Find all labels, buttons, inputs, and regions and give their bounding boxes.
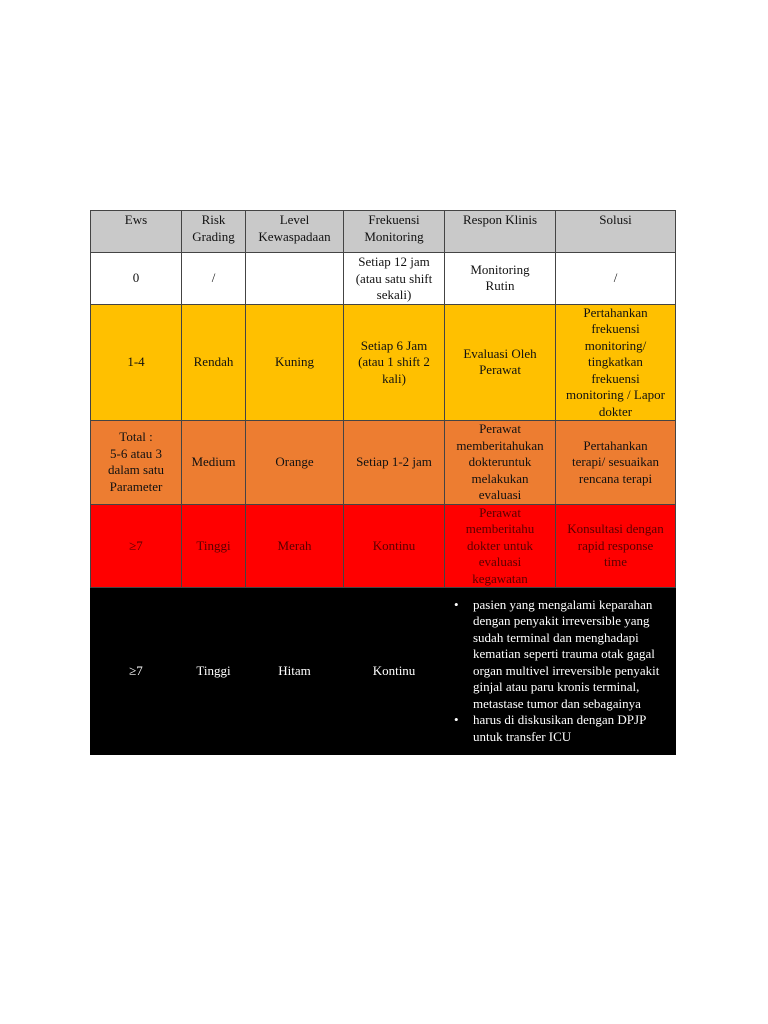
cell-level-kewaspadaan: Hitam: [246, 588, 344, 755]
cell-solusi: /: [556, 253, 676, 305]
cell-frekuensi-monitoring: Setiap 6 Jam (atau 1 shift 2 kali): [344, 304, 445, 421]
cell-respon-klinis: Perawat memberitahukan dokteruntuk melakukan evaluasi: [445, 421, 556, 505]
notes-list: [451, 597, 673, 746]
cell-frekuensi-monitoring: Setiap 12 jam (atau satu shift sekali): [344, 253, 445, 305]
cell-ews: Total : 5-6 atau 3 dalam satu Parameter: [91, 421, 182, 505]
table-row-ews-5-6: [91, 421, 676, 505]
list-item: • harus di diskusikan dengan DPJP untuk transfer ICU: [451, 712, 673, 745]
cell-solusi: Pertahankan frekuensi monitoring/ tingkatkan frekuensi monitoring / Lapor dokter: [556, 304, 676, 421]
cell-ews: ≥7: [91, 504, 182, 588]
cell-black-notes: [445, 588, 676, 755]
table-row-ews-7-black: [91, 588, 676, 755]
cell-solusi: Konsultasi dengan rapid response time: [556, 504, 676, 588]
cell-level-kewaspadaan: [246, 253, 344, 305]
header-ews: Ews: [91, 211, 182, 253]
header-level-kewaspadaan: Level Kewaspadaan: [246, 211, 344, 253]
cell-risk-grading: Medium: [182, 421, 246, 505]
cell-ews: 0: [91, 253, 182, 305]
header-solusi: Solusi: [556, 211, 676, 253]
cell-level-kewaspadaan: Orange: [246, 421, 344, 505]
cell-frekuensi-monitoring: Kontinu: [344, 588, 445, 755]
cell-ews: ≥7: [91, 588, 182, 755]
cell-frekuensi-monitoring: Setiap 1-2 jam: [344, 421, 445, 505]
header-row: [91, 211, 676, 253]
header-risk-grading: Risk Grading: [182, 211, 246, 253]
table-row-ews-7-red: [91, 504, 676, 588]
list-item: • pasien yang mengalami keparahan dengan penyakit irreversible yang sudah terminal dan menghadapi kematian seperti trauma otak gagal organ multivel irreversible penyakit ginjal atau paru kronis terminal, metastase tumor dan sebagainya: [451, 597, 673, 713]
cell-risk-grading: /: [182, 253, 246, 305]
cell-respon-klinis: Monitoring Rutin: [445, 253, 556, 305]
header-respon-klinis: Respon Klinis: [445, 211, 556, 253]
ews-table: [90, 210, 676, 755]
cell-level-kewaspadaan: Merah: [246, 504, 344, 588]
cell-frekuensi-monitoring: Kontinu: [344, 504, 445, 588]
cell-ews: 1-4: [91, 304, 182, 421]
cell-level-kewaspadaan: Kuning: [246, 304, 344, 421]
cell-risk-grading: Rendah: [182, 304, 246, 421]
cell-solusi: Pertahankan terapi/ sesuaikan rencana terapi: [556, 421, 676, 505]
table-row-ews-1-4: [91, 304, 676, 421]
table-row-ews-0: [91, 253, 676, 305]
cell-risk-grading: Tinggi: [182, 504, 246, 588]
header-frekuensi-monitoring: Frekuensi Monitoring: [344, 211, 445, 253]
cell-respon-klinis: Perawat memberitahu dokter untuk evaluasi kegawatan: [445, 504, 556, 588]
cell-respon-klinis: Evaluasi Oleh Perawat: [445, 304, 556, 421]
cell-risk-grading: Tinggi: [182, 588, 246, 755]
